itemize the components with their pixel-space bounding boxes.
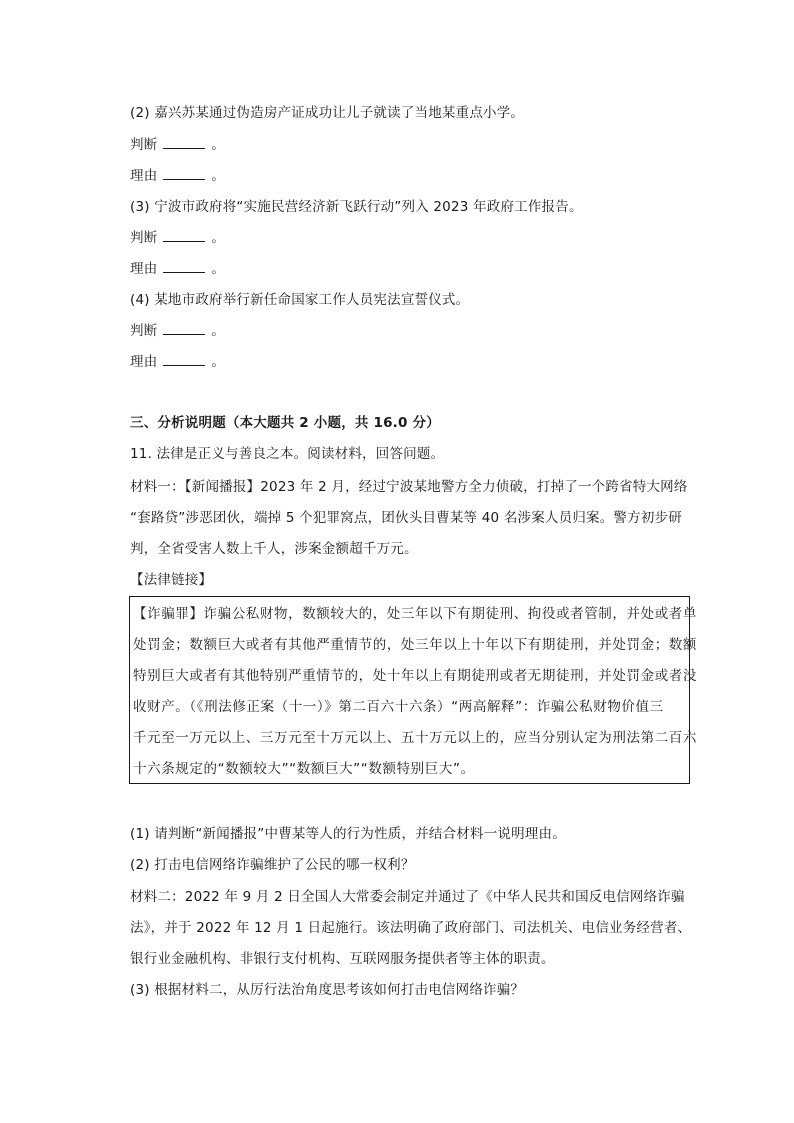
law-box-line: 千元至一万元以上、三万元至十万元以上、五十万元以上的，应当分别认定为刑法第二百六: [133, 730, 697, 746]
question-4-stem: (4) 某地市政府举行新任命国家工作人员宪法宣誓仪式。: [130, 292, 470, 308]
question-3-reason: 理由 。: [130, 261, 226, 277]
reason-label: 理由: [130, 354, 158, 370]
question-4-reason: 理由 。: [130, 354, 226, 370]
reason-label: 理由: [130, 168, 158, 184]
law-box-line: 特别巨大或者有其他特别严重情节的，处十年以上有期徒刑或者无期徒刑，并处罚金或者没: [133, 668, 697, 684]
answer-blank[interactable]: [163, 353, 205, 366]
law-box-line: 【诈骗罪】诈骗公私财物，数额较大的，处三年以下有期徒刑、拘役或者管制，并处或者单: [133, 606, 697, 622]
law-link-label: 【法律链接】: [130, 572, 213, 588]
answer-blank[interactable]: [163, 136, 205, 149]
sub-question-1: (1) 请判断“新闻播报”中曹某等人的行为性质，并结合材料一说明理由。: [130, 826, 566, 842]
answer-blank[interactable]: [163, 167, 205, 180]
question-2-stem: (2) 嘉兴苏某通过伪造房产证成功让儿子就读了当地某重点小学。: [130, 105, 525, 121]
answer-blank[interactable]: [163, 229, 205, 242]
section-3-heading: 三、分析说明题（本大题共 2 小题，共 16.0 分）: [130, 415, 440, 431]
material-1-line: 材料一：【新闻播报】2023 年 2 月，经过宁波某地警方全力侦破，打掉了一个跨省特大网络: [130, 479, 688, 495]
sub-question-2: (2) 打击电信网络诈骗维护了公民的哪一权利？: [130, 857, 415, 873]
judge-label: 判断: [130, 323, 158, 339]
material-2-line: 材料二：2022 年 9 月 2 日全国人大常委会制定并通过了《中华人民共和国反电信网络诈骗: [130, 889, 685, 905]
judge-label: 判断: [130, 137, 158, 153]
material-1-line: 判，全省受害人数上千人，涉案金额超千万元。: [130, 541, 418, 557]
law-box-line: 十六条规定的“数额较大”“数额巨大”“数额特别巨大”。: [133, 761, 475, 777]
law-box-line: 处罚金；数额巨大或者有其他严重情节的，处三年以上十年以下有期徒刑，并处罚金；数额: [133, 637, 697, 653]
reason-label: 理由: [130, 261, 158, 277]
law-text-box: [129, 596, 697, 784]
law-box-line: 收财产。（《刑法修正案（十一）》第二百六十六条）“两高解释”：诈骗公私财物价值三: [133, 699, 664, 715]
answer-blank[interactable]: [163, 260, 205, 273]
question-11-stem: 11. 法律是正义与善良之本。阅读材料，回答问题。: [130, 446, 445, 462]
answer-blank[interactable]: [163, 322, 205, 335]
material-2-line: 银行业金融机构、非银行支付机构、互联网服务提供者等主体的职责。: [130, 951, 555, 967]
sub-question-3: (3) 根据材料二，从厉行法治角度思考该如何打击电信网络诈骗？: [130, 982, 525, 998]
question-2-judge: 判断 。: [130, 137, 226, 153]
judge-label: 判断: [130, 230, 158, 246]
question-2-reason: 理由 。: [130, 168, 226, 184]
material-1-line: “套路贷”涉恶团伙，端掉 5 个犯罪窝点，团伙头目曹某等 40 名涉案人员归案。警方初步研: [130, 510, 682, 526]
question-4-judge: 判断 。: [130, 323, 226, 339]
material-2-line: 法》，并于 2022 年 12 月 1 日起施行。该法明确了政府部门、司法机关、电信业务经营者、: [130, 920, 692, 936]
question-3-judge: 判断 。: [130, 230, 226, 246]
question-3-stem: (3) 宁波市政府将“实施民营经济新飞跃行动”列入 2023 年政府工作报告。: [130, 199, 583, 215]
